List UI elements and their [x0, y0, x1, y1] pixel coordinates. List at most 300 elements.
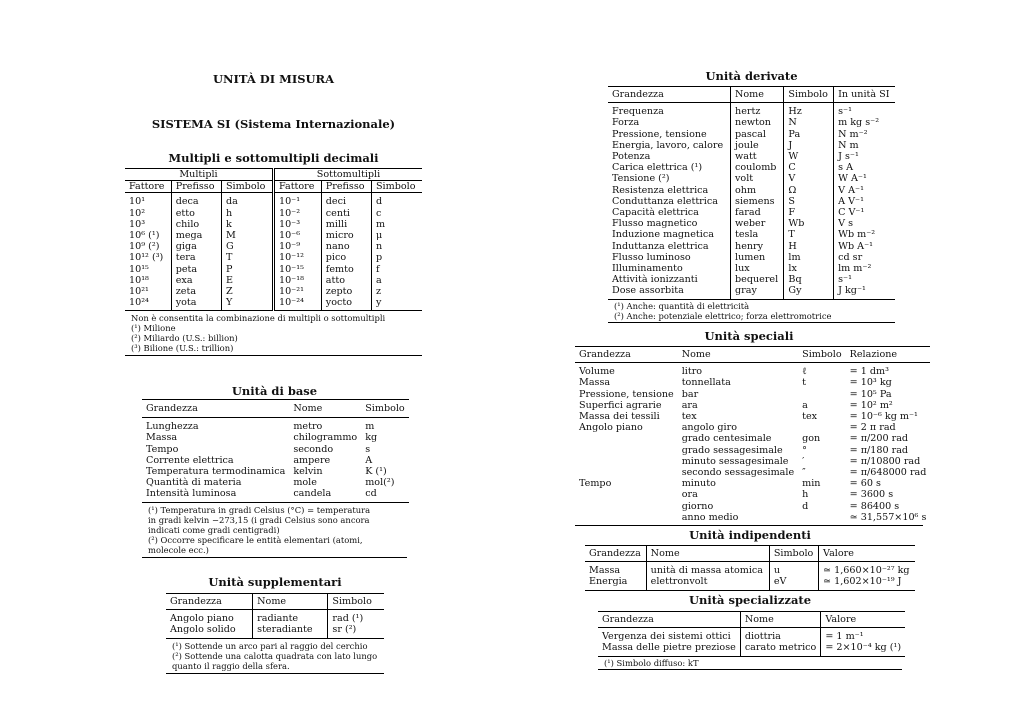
- table-cell: [575, 501, 678, 512]
- table-cell: Tensione (²): [612, 173, 670, 185]
- table-cell: hertz: [731, 103, 784, 118]
- table-cell: Pa: [784, 129, 834, 140]
- table-cell: yocto: [321, 297, 371, 311]
- header-cell: Prefisso: [321, 181, 371, 193]
- table-row: [575, 478, 930, 489]
- table-row: [608, 263, 895, 274]
- table-cell: N m: [834, 140, 895, 151]
- table-cell: = 10² m²: [849, 399, 893, 411]
- table-cell: [575, 445, 678, 456]
- table-cell: 10³: [129, 218, 146, 230]
- base-notes: [142, 503, 407, 557]
- header-cell: Grandezza: [170, 596, 222, 607]
- header-cell: Simbolo: [371, 181, 422, 193]
- derivate-table: [608, 86, 895, 300]
- table-cell: Energia, lavoro, calore: [612, 139, 724, 151]
- table-cell: steradiante: [253, 624, 328, 638]
- table-cell: A: [365, 454, 373, 466]
- indipendenti-heading: Unità indipendenti: [689, 528, 811, 542]
- specializzate-heading: Unità specializzate: [688, 593, 812, 607]
- note-line: in gradi kelvin −273,15 (i gradi Celsius sono ancora: [148, 514, 370, 525]
- table-cell: [798, 389, 846, 400]
- header-cell: Simbolo: [769, 546, 818, 562]
- table-cell: Hz: [784, 103, 834, 118]
- table-cell: μ: [371, 230, 422, 241]
- table-cell: K (¹): [365, 466, 387, 478]
- table-cell: Massa: [146, 432, 178, 444]
- table-cell: = 1 m⁻¹: [821, 628, 905, 643]
- table-cell: = π/180 rad: [849, 444, 909, 456]
- table-cell: Induttanza elettrica: [612, 240, 709, 252]
- table-cell: tex: [802, 411, 818, 423]
- table-cell: ora: [681, 489, 698, 501]
- table-cell: 10⁶ (¹): [129, 230, 160, 242]
- base-table: [142, 399, 409, 503]
- table-cell: ampere: [293, 454, 331, 466]
- table-cell: 10⁻¹: [273, 193, 321, 208]
- table-cell: k: [221, 219, 273, 230]
- table-cell: mol(²): [365, 477, 395, 489]
- table-cell: ≃ 31,557×10⁶ s: [849, 511, 927, 523]
- table-cell: candela: [293, 488, 332, 500]
- table-cell: c: [371, 208, 422, 219]
- table-cell: newton: [731, 117, 784, 128]
- table-cell: min: [802, 478, 821, 490]
- table-row: [142, 466, 409, 477]
- note-line: (¹) Sottende un arco pari al raggio del cerchio: [172, 640, 368, 651]
- table-row: [575, 377, 930, 388]
- table-cell: lumen: [731, 252, 784, 263]
- table-cell: siemens: [731, 196, 784, 207]
- table-row: [608, 218, 895, 229]
- table-row: [125, 230, 422, 241]
- specializzate-table: [598, 611, 905, 657]
- table-cell: Wb A⁻¹: [834, 241, 895, 252]
- table-cell: Volume: [579, 366, 615, 378]
- table-cell: gray: [731, 285, 784, 299]
- header-cell: In unità SI: [834, 87, 895, 103]
- note-line: (²) Sottende una calotta quadrata con lato lungo: [172, 650, 378, 661]
- table-cell: a: [371, 275, 422, 286]
- table-cell: C: [784, 162, 834, 173]
- table-cell: Temperatura termodinamica: [146, 466, 286, 478]
- table-cell: Flusso luminoso: [612, 251, 691, 263]
- table-row: [575, 411, 930, 422]
- table-cell: d: [371, 193, 422, 208]
- table-row: [142, 488, 409, 502]
- header-cell: Prefisso: [171, 181, 221, 193]
- table-cell: [575, 512, 678, 525]
- table-row: [575, 489, 930, 500]
- table-cell: Attività ionizzanti: [612, 274, 698, 286]
- table-cell: zepto: [321, 286, 371, 297]
- table-cell: anno medio: [681, 511, 739, 523]
- table-row: [142, 418, 409, 433]
- table-cell: s⁻¹: [834, 274, 895, 285]
- table-cell: etto: [171, 208, 221, 219]
- header-cell: Grandezza: [602, 614, 654, 625]
- table-cell: Intensità luminosa: [146, 488, 237, 500]
- group-sottomultipli: Sottomultipli: [273, 169, 422, 181]
- derivate-notes: [608, 300, 895, 322]
- header-cell: Nome: [681, 349, 711, 360]
- table-cell: Pressione, tensione: [612, 128, 707, 140]
- table-cell: Wb m⁻²: [834, 229, 895, 240]
- table-cell: H: [784, 241, 834, 252]
- table-cell: t: [802, 377, 806, 389]
- table-row: [608, 162, 895, 173]
- header-cell: Relazione: [849, 349, 898, 360]
- table-cell: = 10⁻⁶ kg m⁻¹: [849, 411, 918, 423]
- table-cell: grado centesimale: [681, 433, 772, 445]
- table-cell: m kg s⁻²: [834, 117, 895, 128]
- table-cell: lx: [784, 263, 834, 274]
- table-cell: 10¹⁵: [129, 263, 149, 275]
- table-row: [608, 285, 895, 299]
- table-row: [608, 129, 895, 140]
- table-cell: V A⁻¹: [834, 185, 895, 196]
- indipendenti-table: [585, 545, 915, 590]
- note-line: (²) Occorre specificare le entità elementari (atomi,: [148, 534, 363, 545]
- table-row: [585, 576, 915, 589]
- header-cell: Grandezza: [612, 89, 664, 100]
- supplementari-heading: Unità supplementari: [208, 575, 342, 589]
- table-cell: W: [784, 151, 834, 162]
- table-cell: 10²⁴: [129, 297, 149, 309]
- table-cell: a: [802, 399, 808, 411]
- table-cell: 10⁻²: [273, 208, 321, 219]
- table-cell: P: [221, 264, 273, 275]
- table-cell: Resistenza elettrica: [612, 184, 709, 196]
- table-cell: N m⁻²: [834, 129, 895, 140]
- header-cell: Fattore: [129, 181, 165, 193]
- table-cell: secondo sessagesimale: [681, 467, 795, 479]
- table-row: [585, 562, 915, 577]
- table-cell: C V⁻¹: [834, 207, 895, 218]
- specializzate-notes: [598, 657, 902, 669]
- table-cell: volt: [731, 173, 784, 184]
- base-heading: Unità di base: [231, 384, 318, 398]
- table-cell: = 60 s: [849, 478, 881, 490]
- table-cell: = π/200 rad: [849, 433, 909, 445]
- table-cell: [575, 467, 678, 478]
- table-cell: Vergenza dei sistemi ottici: [602, 631, 731, 643]
- table-row: [608, 173, 895, 184]
- table-cell: Pressione, tensione: [579, 388, 674, 400]
- table-cell: grado sessagesimale: [681, 444, 783, 456]
- header-cell: Simbolo: [328, 594, 384, 610]
- table-cell: Potenza: [612, 151, 651, 163]
- table-cell: = 3600 s: [849, 489, 894, 501]
- supplementari-notes: [166, 639, 384, 673]
- multipli-heading: Multipli e sottomultipli decimali: [168, 151, 379, 165]
- table-cell: Wb: [784, 218, 834, 229]
- table-cell: centi: [321, 208, 371, 219]
- table-cell: da: [221, 193, 273, 208]
- note-line: (¹) Anche: quantità di elettricità: [614, 300, 750, 311]
- header-cell: Fattore: [273, 181, 321, 193]
- table-row: [608, 185, 895, 196]
- table-cell: Carica elettrica (¹): [612, 162, 703, 174]
- table-cell: Massa: [589, 565, 621, 577]
- table-cell: giorno: [681, 500, 714, 512]
- table-cell: Ω: [784, 185, 834, 196]
- table-cell: [798, 422, 846, 433]
- table-cell: nano: [321, 241, 371, 252]
- table-cell: lux: [731, 263, 784, 274]
- table-cell: micro: [321, 230, 371, 241]
- table-row: [575, 445, 930, 456]
- header-cell: Grandezza: [579, 349, 631, 360]
- table-cell: = 1 dm³: [849, 366, 889, 378]
- table-row: [608, 151, 895, 162]
- note-line: (²) Miliardo (U.S.: billion): [131, 333, 238, 344]
- table-cell: V: [784, 173, 834, 184]
- table-row: [575, 400, 930, 411]
- page-title: UNITÀ DI MISURA: [212, 72, 335, 86]
- table-cell: eV: [769, 576, 818, 589]
- table-row: [125, 264, 422, 275]
- table-cell: = 86400 s: [849, 500, 900, 512]
- table-cell: mega: [171, 230, 221, 241]
- table-cell: S: [784, 196, 834, 207]
- table-cell: gon: [802, 433, 821, 445]
- table-cell: E: [221, 275, 273, 286]
- table-cell: milli: [321, 219, 371, 230]
- table-row: [125, 241, 422, 252]
- table-cell: Z: [221, 286, 273, 297]
- table-cell: y: [371, 297, 422, 311]
- table-cell: Frequenza: [612, 106, 664, 118]
- table-cell: Quantità di materia: [146, 477, 242, 489]
- table-cell: = 10³ kg: [849, 377, 892, 389]
- table-cell: ℓ: [802, 366, 807, 378]
- table-cell: deci: [321, 193, 371, 208]
- supplementari-section: [166, 593, 384, 674]
- page-subtitle: SISTEMA SI (Sistema Internazionale): [151, 117, 396, 131]
- table-cell: Forza: [612, 117, 640, 129]
- table-cell: 10¹: [129, 196, 146, 208]
- table-cell: f: [371, 264, 422, 275]
- table-cell: femto: [321, 264, 371, 275]
- table-row: [598, 642, 905, 656]
- supplementari-table: [166, 593, 384, 639]
- derivate-heading: Unità derivate: [705, 69, 798, 83]
- table-cell: Dose assorbita: [612, 285, 684, 297]
- table-cell: minuto: [681, 478, 716, 490]
- table-cell: 10⁹ (²): [129, 241, 160, 253]
- header-cell: Nome: [740, 612, 821, 628]
- table-row: [125, 286, 422, 297]
- table-cell: kg: [365, 432, 378, 444]
- table-cell: Bq: [784, 274, 834, 285]
- table-row: [125, 297, 422, 311]
- table-row: [575, 363, 930, 378]
- table-cell: 10⁻⁶: [273, 230, 321, 241]
- table-cell: u: [769, 562, 818, 577]
- table-row: [575, 467, 930, 478]
- table-cell: 10⁻³: [273, 219, 321, 230]
- header-cell: Simbolo: [365, 403, 405, 414]
- table-cell: rad (¹): [328, 610, 384, 625]
- table-cell: henry: [731, 241, 784, 252]
- table-cell: Massa dei tessili: [579, 411, 660, 423]
- table-cell: radiante: [253, 610, 328, 625]
- table-row: [125, 219, 422, 230]
- table-cell: ≃ 1,660×10⁻²⁷ kg: [819, 562, 915, 577]
- note-line: (²) Anche: potenziale elettrico; forza elettromotrice: [614, 310, 832, 321]
- table-row: [608, 252, 895, 263]
- table-cell: s: [365, 443, 371, 455]
- table-cell: = 10⁵ Pa: [849, 388, 892, 400]
- table-cell: [575, 456, 678, 467]
- table-cell: tex: [681, 411, 697, 423]
- table-cell: secondo: [293, 443, 334, 455]
- header-cell: Valore: [819, 546, 915, 562]
- table-cell: joule: [731, 140, 784, 151]
- table-cell: Angolo solido: [170, 624, 236, 636]
- table-cell: T: [784, 229, 834, 240]
- table-cell: 10⁻¹⁸: [273, 275, 321, 286]
- table-cell: = π/648000 rad: [849, 467, 927, 479]
- table-cell: z: [371, 286, 422, 297]
- table-cell: 10⁻¹²: [273, 252, 321, 263]
- table-cell: peta: [171, 264, 221, 275]
- table-cell: Angolo piano: [579, 422, 643, 434]
- table-cell: h: [802, 489, 809, 501]
- header-cell: Nome: [646, 546, 769, 562]
- table-cell: chilo: [171, 219, 221, 230]
- table-cell: T: [221, 252, 273, 263]
- table-cell: elettronvolt: [646, 576, 769, 589]
- table-cell: Energia: [589, 576, 628, 588]
- note-line: (¹) Milione: [131, 323, 176, 334]
- table-cell: 10⁻¹⁵: [273, 264, 321, 275]
- table-cell: [798, 512, 846, 525]
- table-cell: Massa delle pietre preziose: [602, 642, 736, 654]
- header-cell: Nome: [253, 594, 328, 610]
- table-cell: Gy: [784, 285, 834, 299]
- note-line: quanto il raggio della sfera.: [172, 660, 290, 671]
- table-cell: ′: [802, 455, 805, 467]
- table-row: [575, 456, 930, 467]
- table-cell: s⁻¹: [834, 103, 895, 118]
- table-cell: pascal: [731, 129, 784, 140]
- table-cell: angolo giro: [681, 422, 737, 434]
- table-cell: 10²¹: [129, 286, 149, 298]
- table-cell: h: [221, 208, 273, 219]
- table-row: [575, 501, 930, 512]
- table-cell: W A⁻¹: [834, 173, 895, 184]
- specializzate-section: [598, 611, 902, 670]
- table-cell: Massa: [579, 377, 611, 389]
- table-cell: J s⁻¹: [834, 151, 895, 162]
- table-cell: 10⁻²¹: [273, 286, 321, 297]
- note-line: Non è consentita la combinazione di multipli o sottomultipli: [131, 313, 386, 324]
- table-cell: 10⁻⁹: [273, 241, 321, 252]
- note-line: (³) Bilione (U.S.: trillion): [131, 343, 234, 354]
- table-cell: ohm: [731, 185, 784, 196]
- table-cell: metro: [293, 421, 323, 433]
- note-line: (¹) Simbolo diffuso: kT: [604, 657, 699, 668]
- table-cell: Lunghezza: [146, 421, 199, 433]
- table-row: [575, 433, 930, 444]
- table-cell: unità di massa atomica: [646, 562, 769, 577]
- table-cell: yota: [171, 297, 221, 311]
- multipli-notes: [125, 311, 422, 355]
- note-line: molecole ecc.): [148, 544, 209, 555]
- table-cell: Capacità elettrica: [612, 207, 699, 219]
- header-cell: Nome: [731, 87, 784, 103]
- table-row: [125, 193, 422, 208]
- table-cell: farad: [731, 207, 784, 218]
- table-cell: mole: [293, 477, 317, 489]
- table-cell: = 2 π rad: [849, 422, 896, 434]
- table-row: [125, 252, 422, 263]
- header-cell: Grandezza: [146, 403, 198, 414]
- table-cell: [575, 433, 678, 444]
- multipli-section: [125, 168, 422, 356]
- table-cell: lm: [784, 252, 834, 263]
- table-row: [608, 140, 895, 151]
- header-cell: Nome: [293, 403, 323, 414]
- table-cell: tesla: [731, 229, 784, 240]
- table-row: [608, 117, 895, 128]
- table-cell: chilogrammo: [293, 432, 358, 444]
- table-row: [142, 432, 409, 443]
- header-cell: Simbolo: [802, 349, 842, 360]
- table-cell: d: [802, 500, 809, 512]
- table-row: [125, 208, 422, 219]
- table-cell: F: [784, 207, 834, 218]
- table-row: [608, 274, 895, 285]
- table-cell: Corrente elettrica: [146, 454, 234, 466]
- table-cell: m: [365, 421, 375, 433]
- table-cell: Tempo: [579, 478, 612, 490]
- table-cell: Flusso magnetico: [612, 218, 698, 230]
- speciali-table: [575, 346, 930, 525]
- table-cell: ara: [681, 399, 698, 411]
- speciali-heading: Unità speciali: [704, 329, 794, 343]
- table-cell: G: [221, 241, 273, 252]
- table-cell: cd sr: [834, 252, 895, 263]
- table-cell: m: [371, 219, 422, 230]
- table-cell: pico: [321, 252, 371, 263]
- table-row: [575, 422, 930, 433]
- table-cell: 10⁻²⁴: [273, 297, 321, 311]
- table-row: [608, 241, 895, 252]
- table-cell: bar: [681, 388, 699, 400]
- table-cell: diottria: [740, 628, 821, 643]
- indipendenti-section: [585, 545, 915, 591]
- table-cell: tonnellata: [681, 377, 731, 389]
- table-row: [142, 444, 409, 455]
- table-cell: Angolo piano: [170, 613, 234, 625]
- table-cell: 10¹² (³): [129, 252, 164, 264]
- table-cell: Tempo: [146, 443, 179, 455]
- table-cell: N: [784, 117, 834, 128]
- derivate-section: [608, 86, 895, 323]
- table-cell: lm m⁻²: [834, 263, 895, 274]
- header-cell: Simbolo: [221, 181, 273, 193]
- table-cell: kelvin: [293, 466, 323, 478]
- table-row: [608, 103, 895, 118]
- table-cell: J kg⁻¹: [834, 285, 895, 299]
- table-cell: weber: [731, 218, 784, 229]
- base-section: [142, 399, 407, 558]
- table-cell: cd: [365, 488, 377, 500]
- speciali-section: [575, 346, 927, 526]
